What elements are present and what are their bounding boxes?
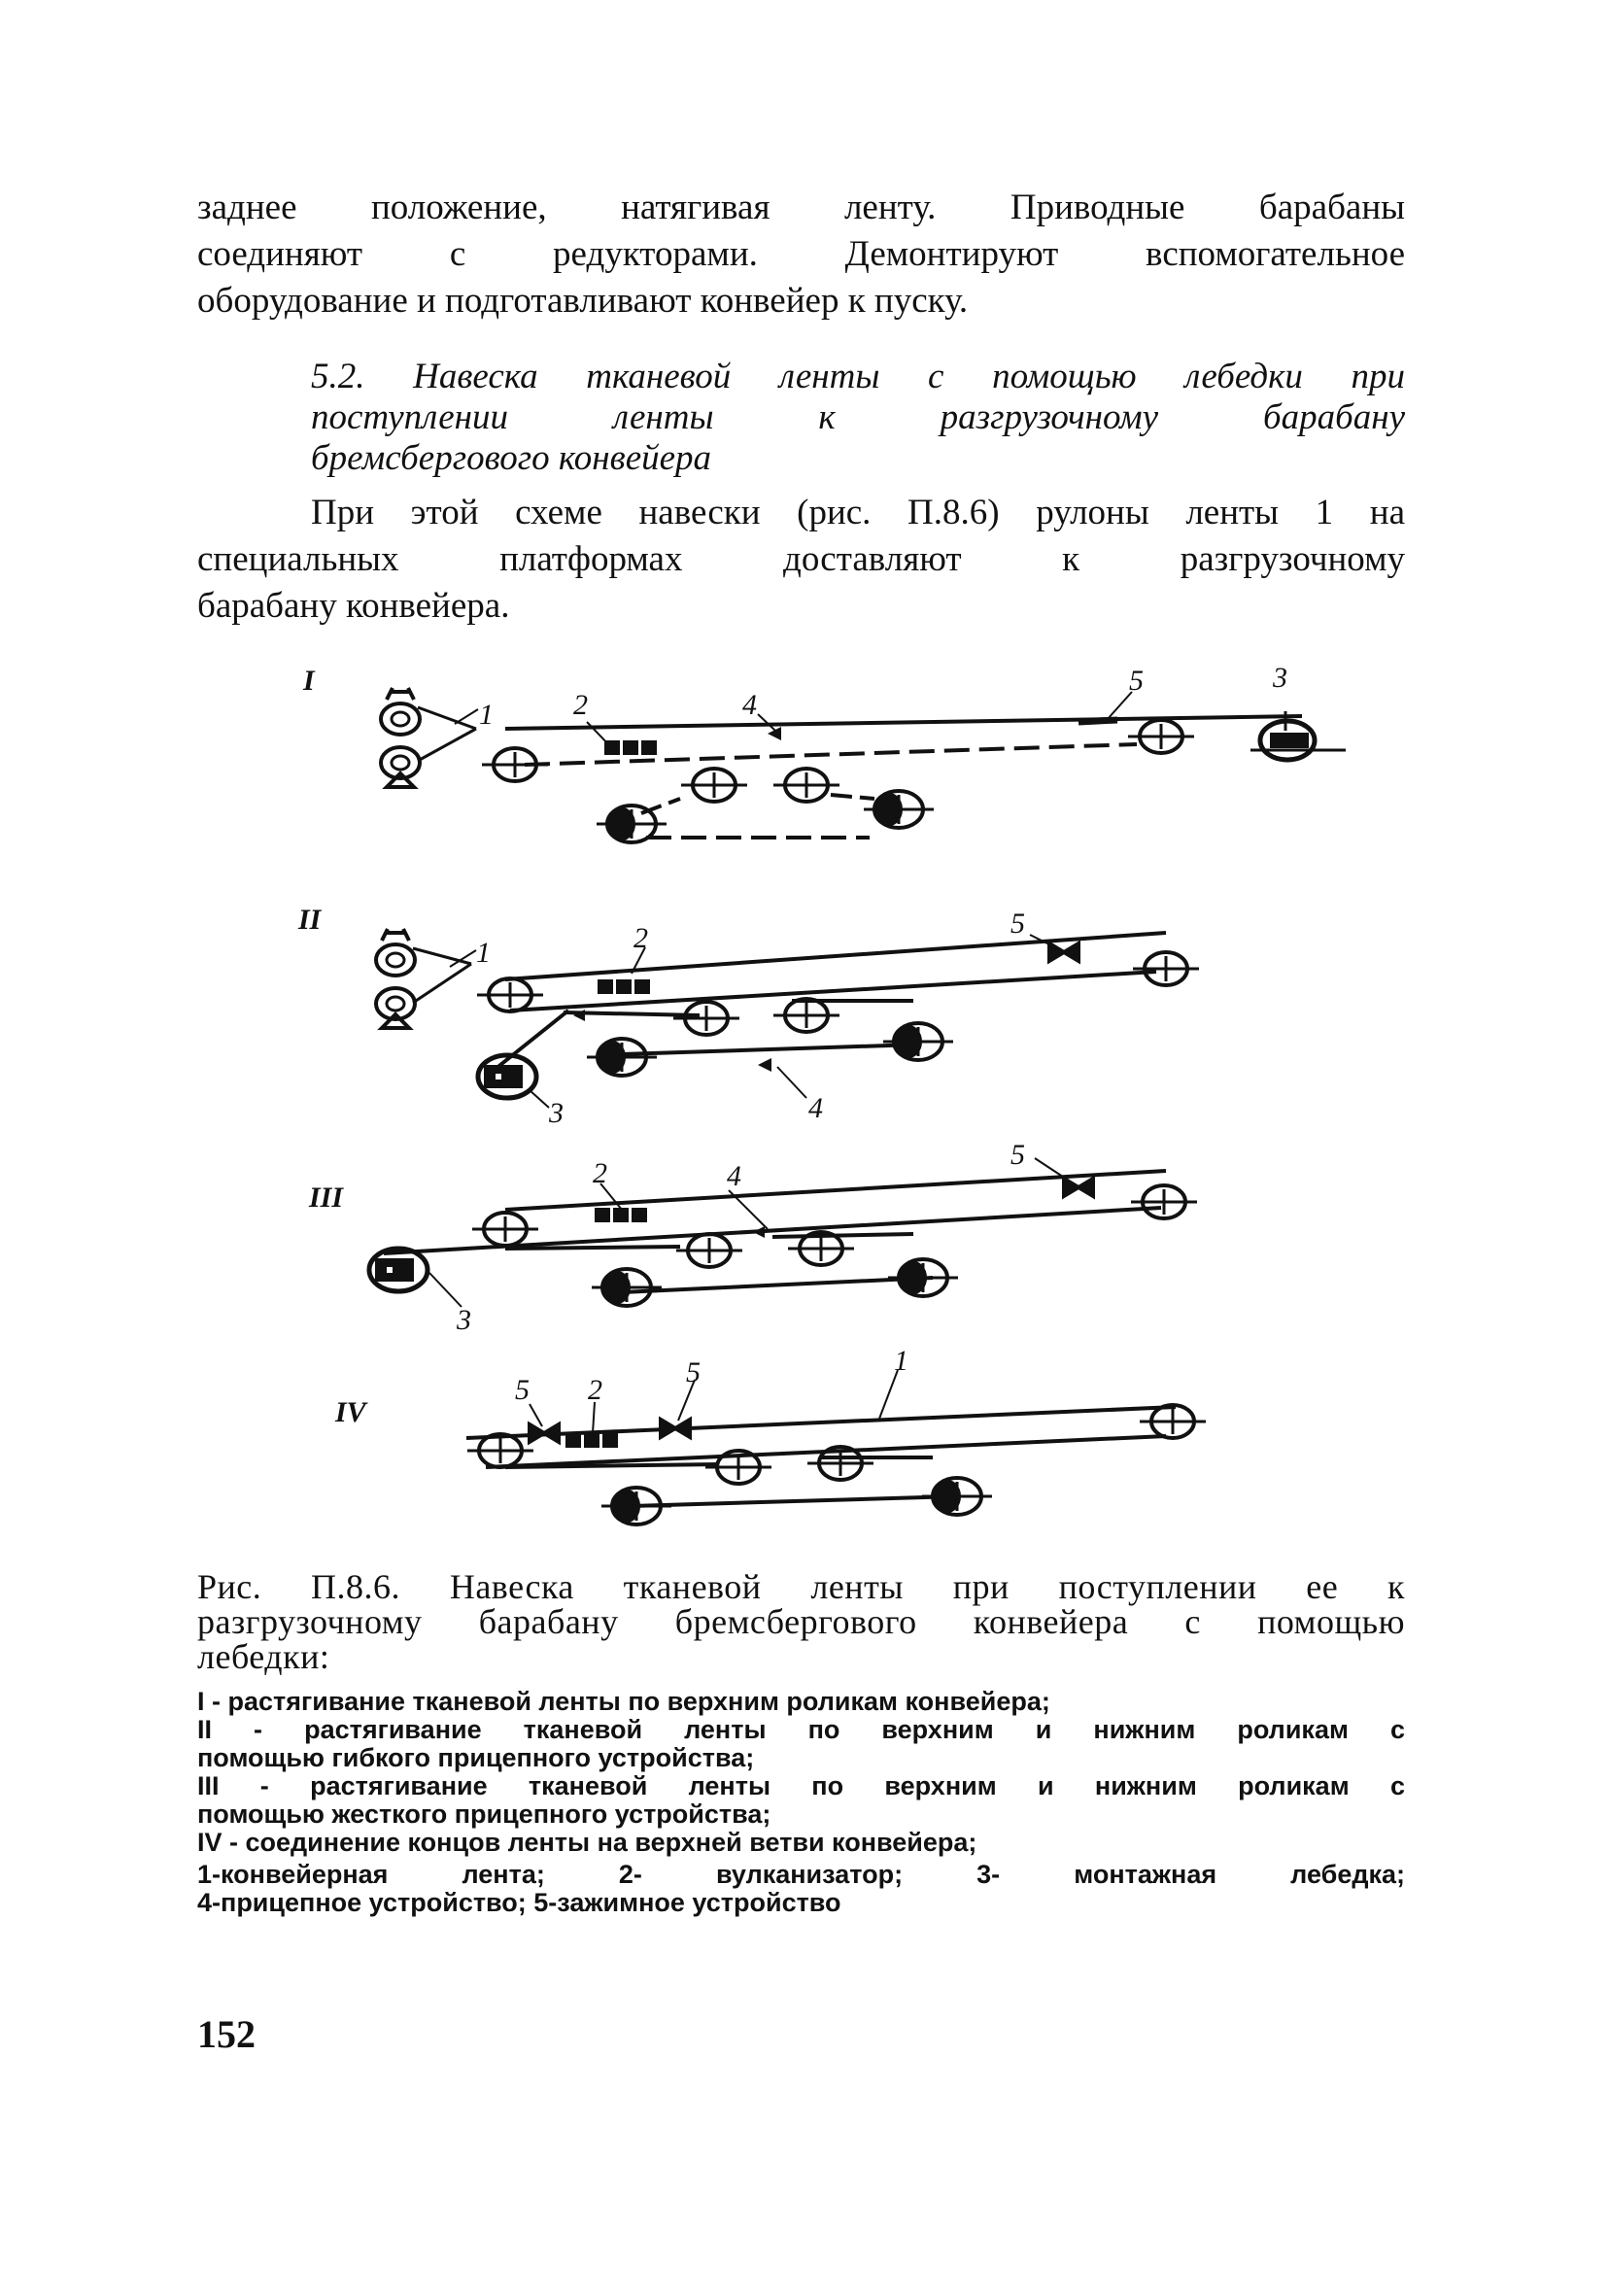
figure-caption: [197, 1569, 1405, 1674]
caption-line: лебедки:: [197, 1637, 330, 1676]
callout-label: 3: [1273, 662, 1287, 694]
intro-line: заднее положение, натягивая ленту. Приводные барабаны: [197, 188, 1405, 227]
callout-label: 5: [1010, 908, 1025, 940]
figure-legend: [197, 1688, 1405, 1917]
callout-label: 1: [894, 1345, 908, 1377]
scheme-3: [308, 1139, 1197, 1336]
scheme-1: [302, 662, 1346, 842]
legend-line: II - растягивание тканевой ленты по верхним и нижним роликам с: [197, 1715, 1405, 1744]
legend-line: помощью гибкого прицепного устройства;: [197, 1743, 755, 1772]
caption-line: разгрузочному барабану бремсбергового конвейера с помощью: [197, 1602, 1405, 1641]
body-line: барабану конвейера.: [197, 586, 510, 626]
intro-line: соединяют с редукторами. Демонтируют вспомогательное: [197, 234, 1405, 274]
page-number: 152: [197, 2012, 256, 2056]
callout-label: 5: [1010, 1139, 1025, 1171]
scheme-numeral: IV: [335, 1396, 366, 1428]
scheme-2: [297, 904, 1199, 1129]
section-heading-line: бремсбергового конвейера: [311, 438, 712, 478]
callout-label: 2: [593, 1157, 607, 1189]
callout-label: 5: [1129, 665, 1144, 697]
scheme-numeral: II: [298, 904, 322, 936]
section-heading-line: 5.2. Навеска тканевой ленты с помощью лебедки при: [311, 357, 1405, 396]
legend-line: 4-прицепное устройство; 5-зажимное устройство: [197, 1888, 841, 1917]
callout-label: 4: [727, 1160, 741, 1192]
callout-label: 1: [476, 937, 491, 969]
legend-line: помощью жесткого прицепного устройства;: [197, 1799, 771, 1829]
callout-label: 5: [515, 1374, 530, 1406]
legend-line: I - растягивание тканевой ленты по верхним роликам конвейера;: [197, 1687, 1050, 1716]
callout-label: 2: [633, 922, 648, 954]
callout-label: 1: [479, 699, 494, 731]
callout-label: 2: [573, 689, 588, 721]
callout-label: 3: [549, 1097, 564, 1129]
callout-label: 5: [686, 1356, 701, 1388]
caption-line: Рис. П.8.6. Навеска тканевой ленты при поступлении ее к: [197, 1567, 1405, 1606]
legend-line: III - растягивание тканевой ленты по верхним и нижним роликам с: [197, 1771, 1405, 1800]
legend-line: IV - соединение концов ленты на верхней ветви конвейера;: [197, 1828, 977, 1857]
section-heading-line: поступлении ленты к разгрузочному барабану: [311, 397, 1405, 437]
callout-label: 4: [742, 689, 757, 721]
body-line: специальных платформах доставляют к разгрузочному: [197, 539, 1405, 579]
callout-label: 2: [588, 1374, 602, 1406]
scheme-numeral: III: [309, 1182, 344, 1214]
intro-line: оборудование и подготавливают конвейер к пуску.: [197, 281, 969, 321]
callout-label: 3: [457, 1304, 471, 1336]
callout-label: 4: [808, 1092, 823, 1124]
legend-line: 1-конвейерная лента; 2- вулканизатор; 3- монтажная лебедка;: [197, 1860, 1405, 1889]
scheme-numeral: I: [303, 665, 315, 697]
body-line: При этой схеме навески (рис. П.8.6) рулоны ленты 1 на: [311, 493, 1405, 532]
scheme-4: [334, 1345, 1206, 1525]
